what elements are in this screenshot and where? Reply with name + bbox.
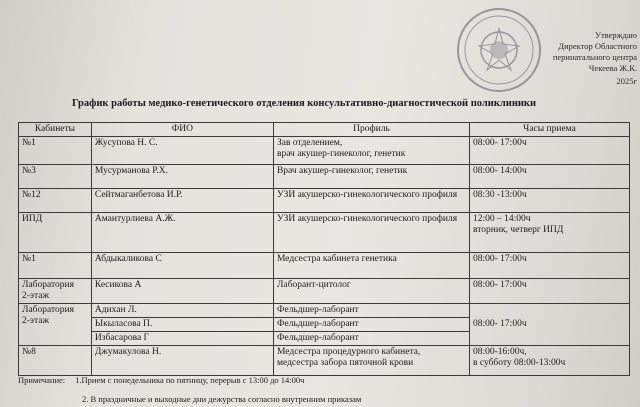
approval-line: Чекеева Ж.К. xyxy=(588,63,637,73)
cell-cabinet: №12 xyxy=(19,189,92,213)
table-row xyxy=(19,304,630,318)
cell-profile: Медсестра кабинета генетика xyxy=(273,253,469,279)
cell-hours: 08:00- 17:00ч xyxy=(470,137,630,165)
table-header-row xyxy=(19,123,630,137)
cell-name: Избасарова Г xyxy=(91,332,273,346)
cell-name: Джумакулова Н. xyxy=(91,346,273,376)
cell-profile: Врач акушер-гинеколог, генетик xyxy=(273,165,469,189)
schedule-table xyxy=(18,122,630,376)
cell-cabinet: №3 xyxy=(19,165,92,189)
cell-name: Мусурманова Р.Х. xyxy=(91,165,273,189)
cell-cabinet: №1 xyxy=(19,253,92,279)
cell-profile: Фельдшер-лаборант xyxy=(273,304,469,318)
table-row xyxy=(19,213,630,253)
table-row xyxy=(19,279,630,304)
table-row xyxy=(19,137,630,165)
cell-cabinet: №1 xyxy=(19,137,92,165)
cell-profile: Фельдшер-лаборант xyxy=(273,318,469,332)
cell-cabinet: Лаборатория 2-этаж xyxy=(19,279,92,304)
cell-cabinet: №8 xyxy=(19,346,92,376)
notes-block xyxy=(18,375,361,405)
table-row xyxy=(19,346,630,376)
approval-line: Директор Областного xyxy=(558,41,637,51)
cell-profile: Фельдшер-лаборант xyxy=(273,332,469,346)
cell-cabinet: Лаборатория 2-этаж xyxy=(19,304,92,346)
note-text-1: 1.Прием с понедельника по пятницу, перерыв с 13:00 до 14:00ч xyxy=(75,375,305,385)
cell-hours: 08:00- 14:00ч xyxy=(470,165,630,189)
cell-name: Абдыкаликова С xyxy=(91,253,273,279)
cell-name: Адихан Л. xyxy=(91,304,273,318)
document-title: График работы медико-генетического отделения консультативно-диагностической поликлиники xyxy=(72,98,537,109)
table-row xyxy=(19,165,630,189)
cell-name: Жусупова Н. С. xyxy=(91,137,273,165)
cell-cabinet: ИПД xyxy=(19,213,92,253)
cell-profile: Медсестра процедурного кабинета, медсестра забора пяточной крови xyxy=(273,346,469,376)
cell-profile: УЗИ акушерско-гинекологического профиля xyxy=(273,189,469,213)
note-line-1 xyxy=(18,375,361,386)
cell-name: Кесикова А xyxy=(91,279,273,304)
notes-label: Примечание: xyxy=(18,375,66,385)
table-row xyxy=(19,189,630,213)
cell-hours: 08:00- 17:00ч xyxy=(470,304,630,346)
approval-block xyxy=(525,30,637,87)
cell-hours: 12:00 – 14:00ч вторник, четверг ИПД xyxy=(470,213,630,253)
cell-hours: 08:00-16:00ч, в субботу 08:00-13:00ч xyxy=(470,346,630,376)
header-name: ФИО xyxy=(91,123,273,137)
approval-line: перинатального центра xyxy=(552,52,637,62)
cell-hours: 08:00- 17:00ч xyxy=(470,253,630,279)
cell-profile: УЗИ акушерско-гинекологического профиля xyxy=(273,213,469,253)
cell-hours: 08:30 -13:00ч xyxy=(470,189,630,213)
note-line-2: 2. В праздничные и выходные дни дежурства согласно внутренним приказам xyxy=(82,394,362,404)
table-row xyxy=(19,253,630,279)
cell-profile: Зав отделением, врач акушер-гинеколог, генетик xyxy=(273,137,469,165)
approval-line: Утверждаю xyxy=(594,30,637,40)
cell-profile: Лаборант-цитолог xyxy=(273,279,469,304)
approval-year: 2025г xyxy=(616,76,637,86)
cell-hours: 08:00- 17:00ч xyxy=(470,279,630,304)
header-cabinet: Кабинеты xyxy=(19,123,92,137)
header-hours: Часы приема xyxy=(470,123,630,137)
cell-name: Амантурлиева А.Ж. xyxy=(91,213,273,253)
cell-name: Ыкыласова П. xyxy=(91,318,273,332)
cell-name: Сейтмаганбетова И.Р. xyxy=(91,189,273,213)
header-profile: Профиль xyxy=(273,123,469,137)
